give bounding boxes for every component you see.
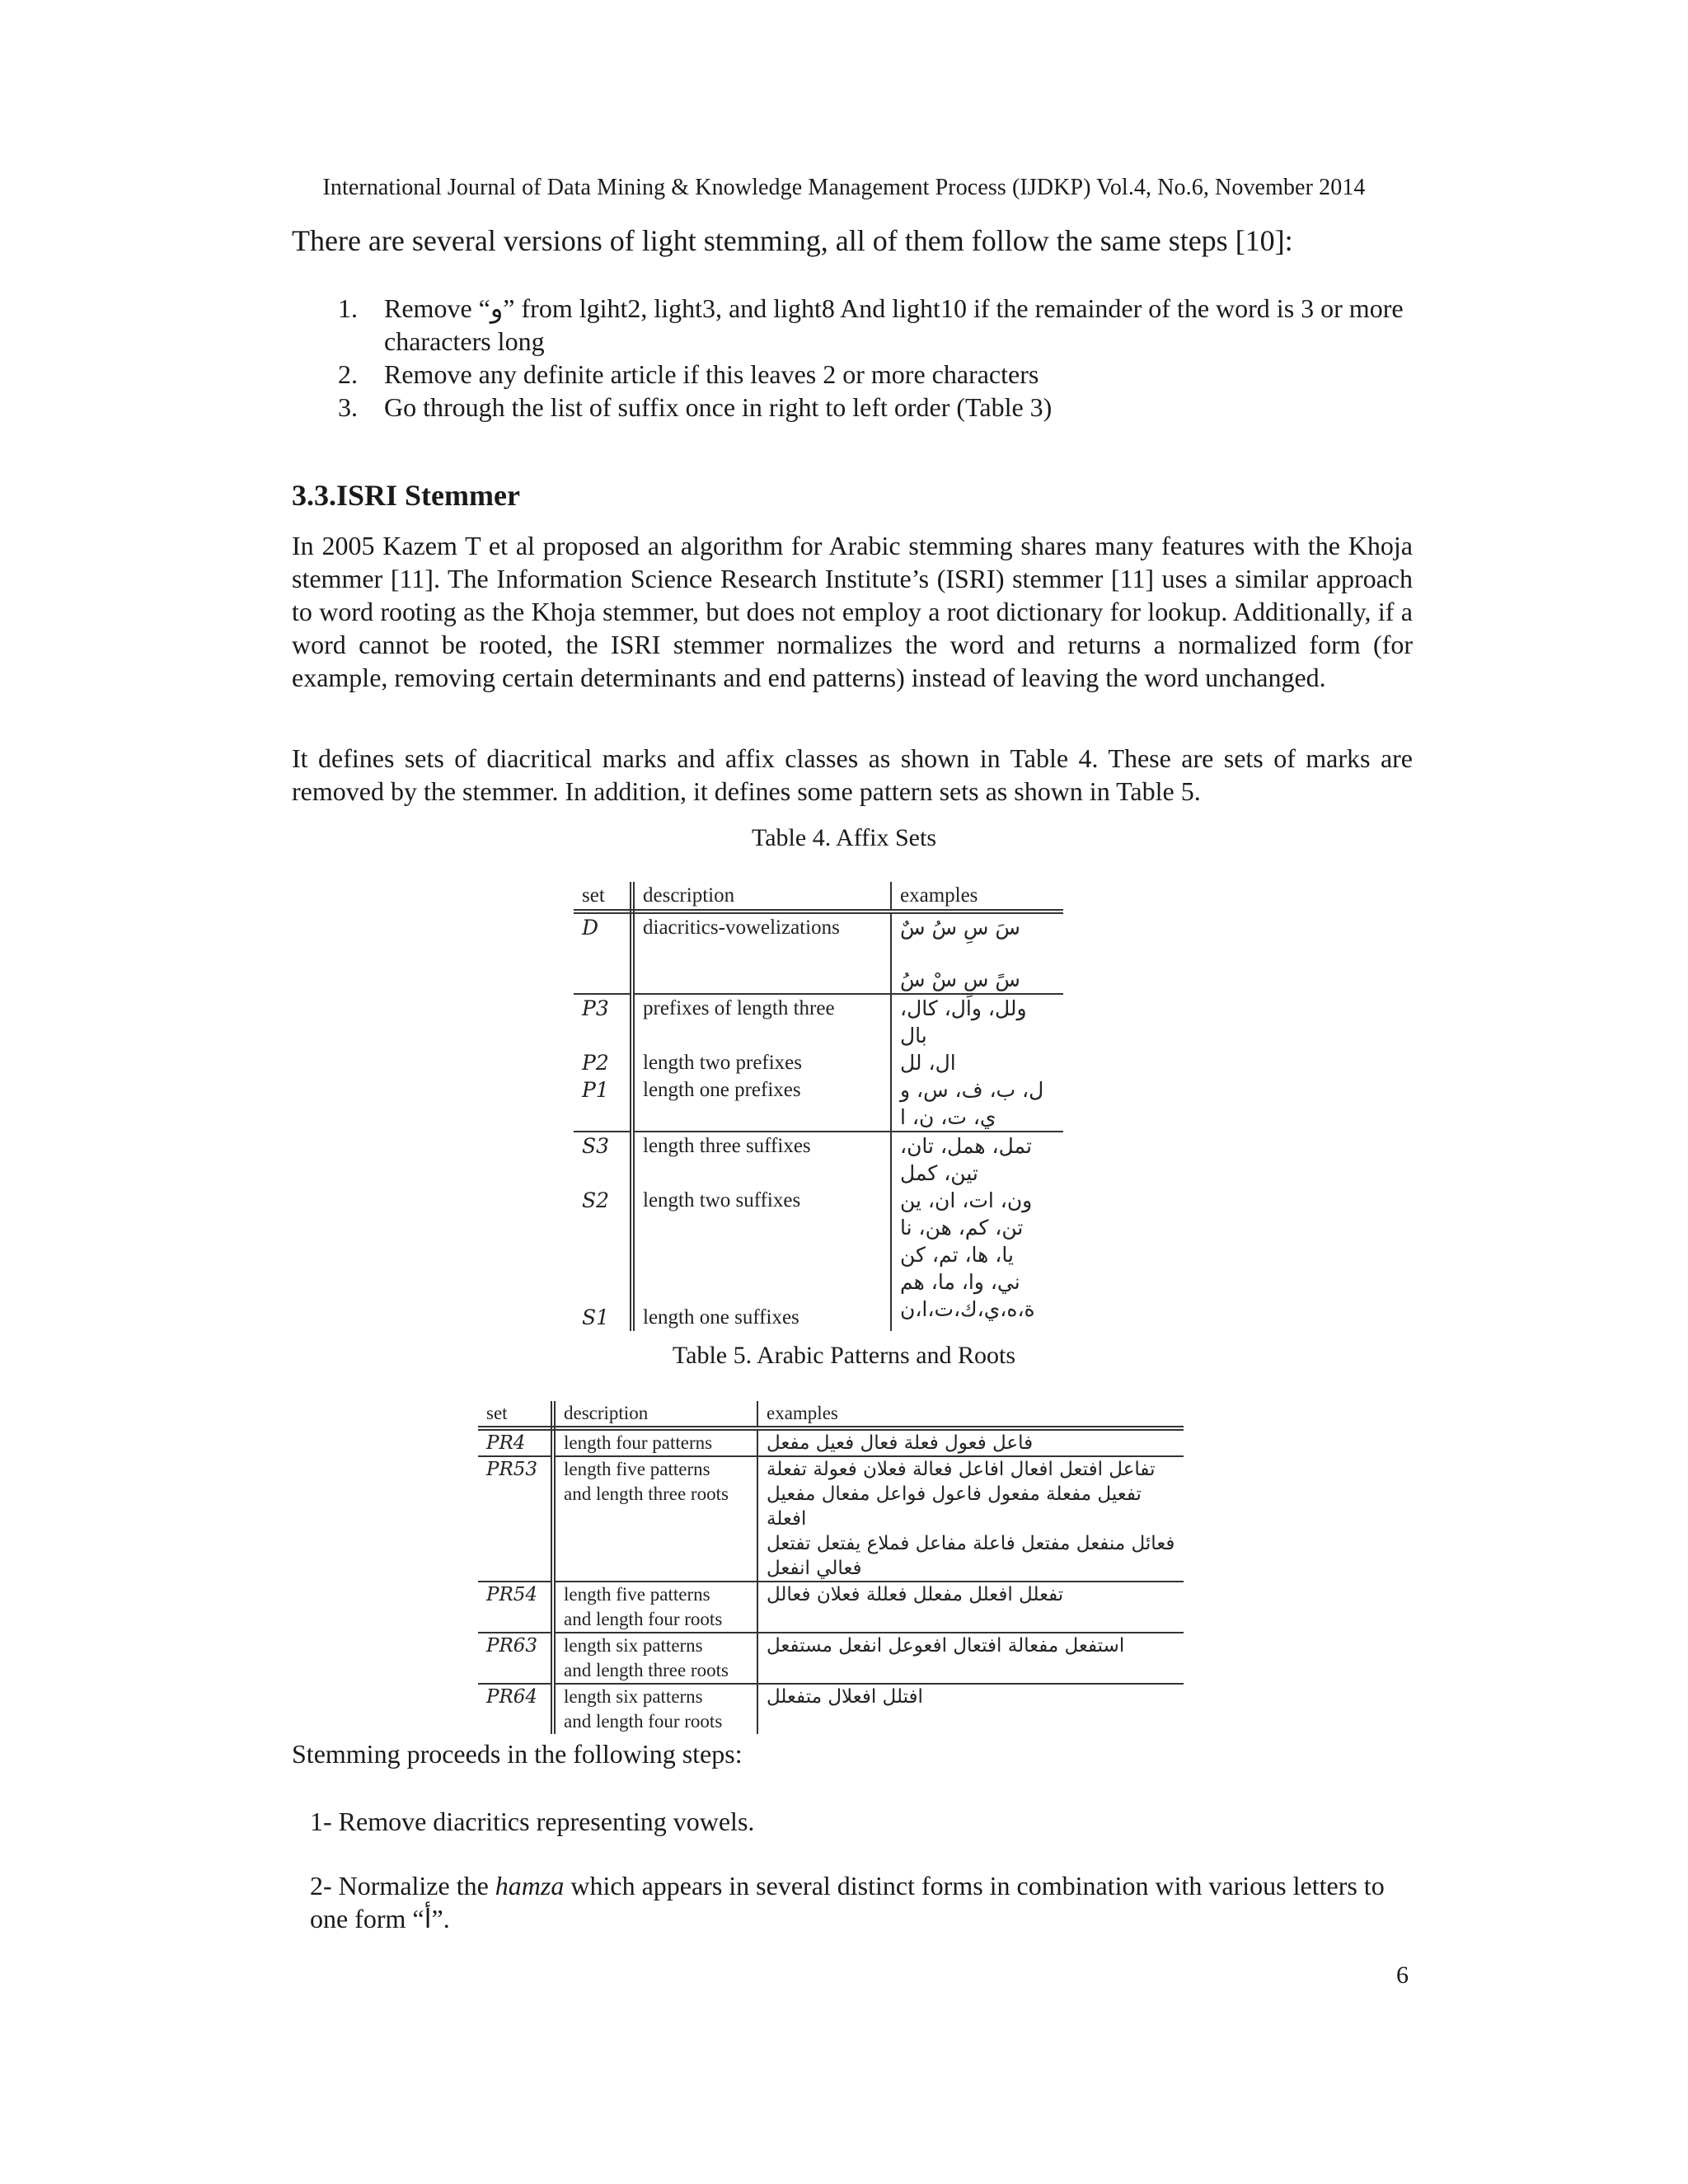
table-row <box>574 994 1063 1049</box>
cell-line: length five patterns <box>564 1584 710 1605</box>
cell-line: ون، ات، ان، ين <box>900 1188 1033 1212</box>
examples-cell <box>757 1456 1184 1582</box>
table-header: set <box>574 882 632 912</box>
examples-cell <box>891 1049 1063 1076</box>
set-cell: PR64 <box>478 1684 553 1734</box>
cell-line: يا، ها، تم، كن <box>900 1243 1014 1267</box>
examples-cell <box>891 994 1063 1049</box>
table-header: examples <box>757 1401 1184 1428</box>
set-cell: P1 <box>574 1076 632 1132</box>
list-item: 1. Remove “و” from lgiht2, light3, and light8 And light10 if the remainder of the word is 3 or more characters long <box>338 293 1404 356</box>
description-cell <box>553 1456 757 1582</box>
table-row <box>478 1456 1184 1582</box>
table-header: set <box>478 1401 553 1428</box>
isri-step-1: 1- Remove diacritics representing vowels. <box>310 1807 755 1836</box>
cell-line: تين، كمل <box>900 1161 978 1185</box>
body-paragraph: It defines sets of diacritical marks and affix classes as shown in Table 4. These are sets of marks are removed by the stemmer. In addition, it defines some pattern sets as shown in Table 5. <box>292 743 1413 806</box>
examples-cell <box>891 1132 1063 1187</box>
examples-cell <box>891 1296 1063 1331</box>
intro-paragraph: There are several versions of light stemming, all of them follow the same steps [10]: <box>292 224 1293 257</box>
description-cell <box>553 1684 757 1734</box>
set-cell: PR4 <box>478 1428 553 1456</box>
examples-cell <box>757 1582 1184 1633</box>
cell-line: ي، ت، ن، ا <box>900 1105 996 1129</box>
table-row <box>574 1187 1063 1296</box>
table-row <box>478 1633 1184 1684</box>
cell-line: length six patterns <box>564 1686 703 1707</box>
table-row <box>478 1684 1184 1734</box>
cell-line: تفاعل افتعل افعال افاعل فعالة فعلان فعولة تفعلة <box>767 1459 1156 1480</box>
cell-line: فاعل فعول فعلة فعال فعيل مفعل <box>767 1432 1034 1454</box>
description-cell <box>553 1428 757 1456</box>
examples-cell <box>757 1684 1184 1734</box>
table-body <box>574 912 1063 1331</box>
examples-cell <box>891 1187 1063 1296</box>
cell-line: ال، لل <box>900 1051 956 1075</box>
affix-sets-table <box>574 882 1063 1331</box>
set-cell: PR53 <box>478 1456 553 1582</box>
table-row <box>574 1049 1063 1076</box>
description-cell <box>553 1633 757 1684</box>
cell-line: and length four roots <box>564 1609 723 1629</box>
set-cell: PR63 <box>478 1633 553 1684</box>
examples-cell <box>891 912 1063 994</box>
hamza-term: hamza <box>495 1871 565 1900</box>
page-number: 6 <box>1396 1961 1409 1989</box>
description-cell: length one prefixes <box>632 1076 891 1132</box>
table-row <box>574 1076 1063 1132</box>
description-cell: length two prefixes <box>632 1049 891 1076</box>
examples-cell <box>757 1428 1184 1456</box>
table-header: description <box>632 882 891 912</box>
set-cell: S2 <box>574 1187 632 1296</box>
table-row <box>574 912 1063 994</box>
cell-line: تفعيل مفعلة مفعول فاعول فواعل مفعال مفعيل افعلة <box>767 1483 1142 1530</box>
table4-caption: Table 4. Affix Sets <box>752 824 936 851</box>
set-cell: S3 <box>574 1132 632 1187</box>
cell-line: سَ سِ سُ سٌ <box>900 916 1020 940</box>
table5-caption: Table 5. Arabic Patterns and Roots <box>672 1342 1016 1369</box>
set-cell: PR54 <box>478 1582 553 1633</box>
set-cell: D <box>574 912 632 994</box>
table-header: description <box>553 1401 757 1428</box>
isri-step-2: 2- Normalize the hamza which appears in several distinct forms in combination with various letters to one form “أ”. <box>310 1871 1385 1933</box>
cell-line: length four patterns <box>564 1432 713 1453</box>
cell-line: تن، كم، هن، نا <box>900 1216 1024 1240</box>
cell-line: ل، ب، ف، س، و <box>900 1078 1044 1102</box>
cell-line: افتلل افعلال متفعلل <box>767 1686 923 1708</box>
description-cell: prefixes of length three <box>632 994 891 1049</box>
examples-cell <box>757 1633 1184 1684</box>
cell-line: ولل، وال، كال، بال <box>900 996 1027 1047</box>
table-header: examples <box>891 882 1063 912</box>
description-cell: diacritics-vowelizations <box>632 912 891 994</box>
cell-line: فعالي انفعل <box>767 1558 862 1579</box>
cell-line: and length four roots <box>564 1711 723 1732</box>
set-cell: S1 <box>574 1296 632 1331</box>
set-cell: P3 <box>574 994 632 1049</box>
cell-line: and length three roots <box>564 1660 729 1680</box>
table-row <box>574 1296 1063 1331</box>
cell-line: ة،ه،ي،ك،ت،ا،ن <box>900 1297 1035 1321</box>
description-cell: length two suffixes <box>632 1187 891 1296</box>
set-cell: P2 <box>574 1049 632 1076</box>
cell-line: length six patterns <box>564 1635 703 1656</box>
section-heading: 3.3.ISRI Stemmer <box>292 479 520 512</box>
table-row <box>478 1582 1184 1633</box>
patterns-roots-table <box>478 1401 1184 1734</box>
light-stemming-steps <box>338 292 1418 424</box>
table-row <box>478 1428 1184 1456</box>
examples-cell <box>891 1076 1063 1132</box>
table-body <box>478 1428 1184 1734</box>
description-cell: length one suffixes <box>632 1296 891 1331</box>
cell-line: تفعلل افعلل مفعلل فعللة فعلان فعالل <box>767 1584 1064 1605</box>
cell-line: length five patterns <box>564 1459 710 1479</box>
list-item: 3. Go through the list of suffix once in right to left order (Table 3) <box>338 392 1053 422</box>
cell-line: فعائل منفعل مفتعل فاعلة مفاعل فملاع يفتعل تفتعل <box>767 1533 1175 1554</box>
steps-intro: Stemming proceeds in the following steps: <box>292 1739 743 1769</box>
cell-line: and length three roots <box>564 1483 729 1504</box>
journal-header: International Journal of Data Mining & Knowledge Management Process (IJDKP) Vol.4, No.6, November 2014 <box>322 175 1366 200</box>
body-paragraph: In 2005 Kazem T et al proposed an algorithm for Arabic stemming shares many features with the Khoja stemmer [11]. The Information Science Research Institute’s (ISRI) stemmer [11] uses a similar approach to word rooting as the Khoja stemmer, but does not employ a root dictionary for lookup. Additionally, if a word cannot be rooted, the ISRI stemmer normalizes the word and returns a normalized form (for example, removing certain determinants and end patterns) instead of leaving the word unchanged. <box>292 531 1413 692</box>
table-row <box>574 1132 1063 1187</box>
cell-line: سً سٍ سْ سُ <box>900 968 1020 991</box>
description-cell <box>553 1582 757 1633</box>
description-cell: length three suffixes <box>632 1132 891 1187</box>
cell-line: استفعل مفعالة افتعال افعوعل انفعل مستفعل <box>767 1635 1125 1657</box>
cell-line: ني، وا، ما، هم <box>900 1270 1020 1294</box>
list-item: 2. Remove any definite article if this leaves 2 or more characters <box>338 359 1039 389</box>
cell-line: تمل، همل، تان، <box>900 1134 1032 1158</box>
